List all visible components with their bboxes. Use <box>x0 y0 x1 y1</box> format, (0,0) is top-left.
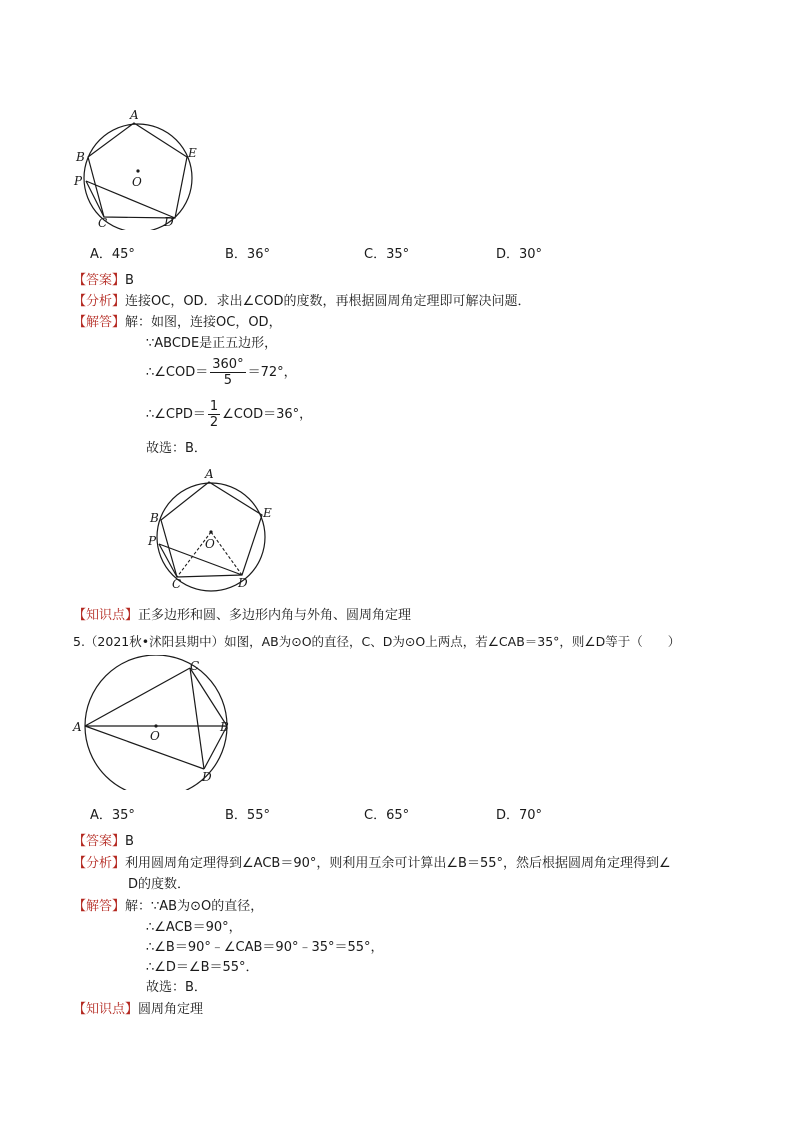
q5-analysis-label: 【分析】 <box>73 856 126 871</box>
q5-solution-line3: ∴∠D＝∠B＝55°． <box>146 960 259 975</box>
fig2-label-C: C <box>172 577 182 591</box>
q4-analysis <box>73 292 531 312</box>
q4-knowledge <box>73 606 411 626</box>
q4-option-c: C．35° <box>364 247 410 262</box>
q4-answer <box>73 271 134 291</box>
fig1-label-O: O <box>132 175 142 189</box>
q4-knowledge-text: 正多边形和圆、多边形内角与外角、圆周角定理 <box>138 608 412 623</box>
q5-stem: 5.（2021秋•沭阳县期中）如图，AB为⊙O的直径，C、D为⊙O上两点，若∠CAB＝35°，则∠D等于（ ） <box>73 634 681 649</box>
q5-analysis <box>73 854 671 874</box>
fig2-label-E: E <box>263 506 272 520</box>
q4-line3-prefix: ∴∠CPD＝ <box>146 407 206 422</box>
fig1-label-A: A <box>130 108 139 122</box>
q4-solution-intro: 解：如图，连接OC，OD， <box>125 315 282 330</box>
fig3-label-A: A <box>73 720 82 734</box>
q4-line2-denominator: 5 <box>223 373 233 388</box>
q4-analysis-text: 连接OC，OD．求出∠COD的度数，再根据圆周角定理即可解决问题． <box>125 294 531 309</box>
q5-analysis-line1: 利用圆周角定理得到∠ACB＝90°，则利用互余可计算出∠B＝55°，然后根据圆周角定理得到∠ <box>125 856 671 871</box>
q4-option-b: B．36° <box>225 247 270 262</box>
fig2-label-P: P <box>148 534 157 548</box>
fig3-label-C: C <box>190 659 200 673</box>
q5-knowledge-text: 圆周角定理 <box>138 1002 204 1017</box>
q4-solution-line2 <box>146 357 297 389</box>
q5-knowledge-label: 【知识点】 <box>73 1002 139 1017</box>
q4-answer-label: 【答案】 <box>73 273 126 288</box>
fig2-label-B: B <box>150 511 159 525</box>
q4-option-d: D．30° <box>496 247 543 262</box>
q5-option-c: C．65° <box>364 808 410 823</box>
fig3-label-D: D <box>202 770 212 784</box>
q4-solution <box>73 313 282 333</box>
q5-solution-line1: ∴∠ACB＝90°， <box>146 920 242 935</box>
q4-solution-label: 【解答】 <box>73 315 126 330</box>
q4-option-a: A．45° <box>90 247 135 262</box>
q5-solution-line2: ∴∠B＝90°﹣∠CAB＝90°﹣35°＝55°， <box>146 940 384 955</box>
fig2-label-O: O <box>205 537 215 551</box>
q5-analysis-line2: D的度数． <box>128 877 191 892</box>
q5-choose: 故选：B． <box>146 980 207 995</box>
pentagon-figure-2 <box>145 465 285 592</box>
q4-line2-prefix: ∴∠COD＝ <box>146 365 209 380</box>
q5-option-d: D．70° <box>496 808 543 823</box>
q4-line3-denominator: 2 <box>209 415 219 430</box>
fig3-label-O: O <box>150 729 160 743</box>
q4-solution-line1: ∵ABCDE是正五边形， <box>146 336 278 351</box>
q4-solution-line3 <box>146 399 312 431</box>
q5-answer-value: B <box>125 834 134 849</box>
q4-line2-fraction <box>210 357 245 388</box>
fig1-label-D: D <box>164 215 174 229</box>
q5-option-a: A．35° <box>90 808 135 823</box>
q5-knowledge <box>73 1000 203 1020</box>
fig2-label-D: D <box>238 576 248 590</box>
q5-answer <box>73 832 134 852</box>
q5-answer-label: 【答案】 <box>73 834 126 849</box>
circle-diameter-figure <box>70 655 240 790</box>
q5-solution-label: 【解答】 <box>73 899 126 914</box>
fig3-label-B: B <box>220 720 229 734</box>
q5-solution-intro: 解：∵AB为⊙O的直径， <box>125 899 264 914</box>
q4-line3-suffix: ∠COD＝36°， <box>222 407 313 422</box>
fig1-label-B: B <box>76 150 85 164</box>
pentagon-figure-1 <box>70 105 210 230</box>
q4-answer-value: B <box>125 273 134 288</box>
q5-option-b: B．55° <box>225 808 270 823</box>
q4-line3-numerator: 1 <box>209 399 219 414</box>
q4-knowledge-label: 【知识点】 <box>73 608 139 623</box>
q5-solution <box>73 897 263 917</box>
fig1-label-E: E <box>188 146 197 160</box>
fig2-label-A: A <box>205 467 214 481</box>
q4-line2-numerator: 360° <box>212 357 244 372</box>
q4-line3-fraction <box>208 399 220 430</box>
q4-line2-suffix: ＝72°， <box>247 365 297 380</box>
q4-analysis-label: 【分析】 <box>73 294 126 309</box>
fig1-label-P: P <box>74 174 83 188</box>
fig1-label-C: C <box>98 216 108 230</box>
q4-choose: 故选：B． <box>146 441 207 456</box>
